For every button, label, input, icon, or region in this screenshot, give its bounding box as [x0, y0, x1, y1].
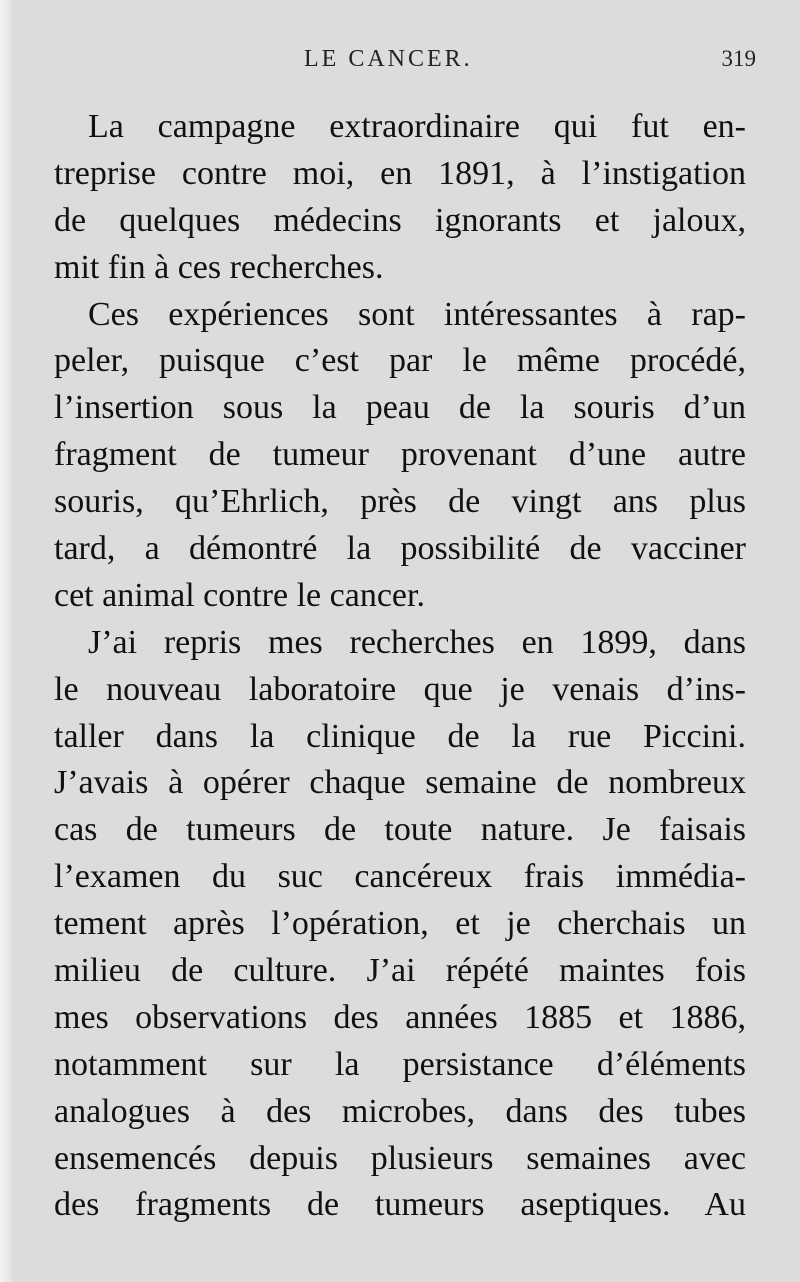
text-line: fragment de tumeur provenant d’une autre: [54, 436, 746, 474]
page-edge: [0, 0, 12, 1282]
text-line: tard, a démontré la possibilité de vacciner: [54, 530, 746, 568]
text-line: taller dans la clinique de la rue Piccini.: [54, 717, 746, 755]
text-line: souris, qu’Ehrlich, près de vingt ans plus: [54, 483, 746, 521]
text-line: des fragments de tumeurs aseptiques. Au: [54, 1186, 746, 1224]
text-line: de quelques médecins ignorants et jaloux,: [54, 201, 746, 239]
running-title: LE CANCER.: [304, 46, 473, 72]
text-line: le nouveau laboratoire que je venais d’ins-: [54, 670, 746, 708]
text-line: milieu de culture. J’ai répété maintes fois: [54, 952, 746, 990]
text-line: J’avais à opérer chaque semaine de nombreux: [54, 764, 746, 802]
text-line: treprise contre moi, en 1891, à l’instigation: [54, 154, 746, 192]
paragraph-2: [54, 292, 746, 620]
text-line: analogues à des microbes, dans des tubes: [54, 1092, 746, 1130]
text-line: mit fin à ces recherches.: [54, 248, 384, 286]
text-line: J’ai repris mes recherches en 1899, dans: [88, 623, 746, 661]
text-line: mes observations des années 1885 et 1886,: [54, 998, 746, 1036]
paragraph-3: [54, 620, 746, 1230]
text-line: tement après l’opération, et je cherchais un: [54, 905, 746, 943]
text-line: notamment sur la persistance d’éléments: [54, 1045, 746, 1083]
text-line: peler, puisque c’est par le même procédé,: [54, 342, 746, 380]
text-line: ensemencés depuis plusieurs semaines avec: [54, 1139, 746, 1177]
page-number: 319: [721, 46, 756, 71]
text-line: La campagne extraordinaire qui fut en-: [88, 108, 746, 145]
text-line: cas de tumeurs de toute nature. Je faisais: [54, 811, 746, 849]
text-line: l’insertion sous la peau de la souris d’un: [54, 389, 746, 427]
page-header: [0, 46, 800, 76]
text-line: cet animal contre le cancer.: [54, 576, 425, 614]
text-line: Ces expériences sont intéressantes à rap-: [88, 295, 746, 333]
text-line: l’examen du suc cancéreux frais immédia-: [54, 858, 746, 896]
body-text: [54, 104, 746, 1229]
paragraph-1: [54, 104, 746, 292]
